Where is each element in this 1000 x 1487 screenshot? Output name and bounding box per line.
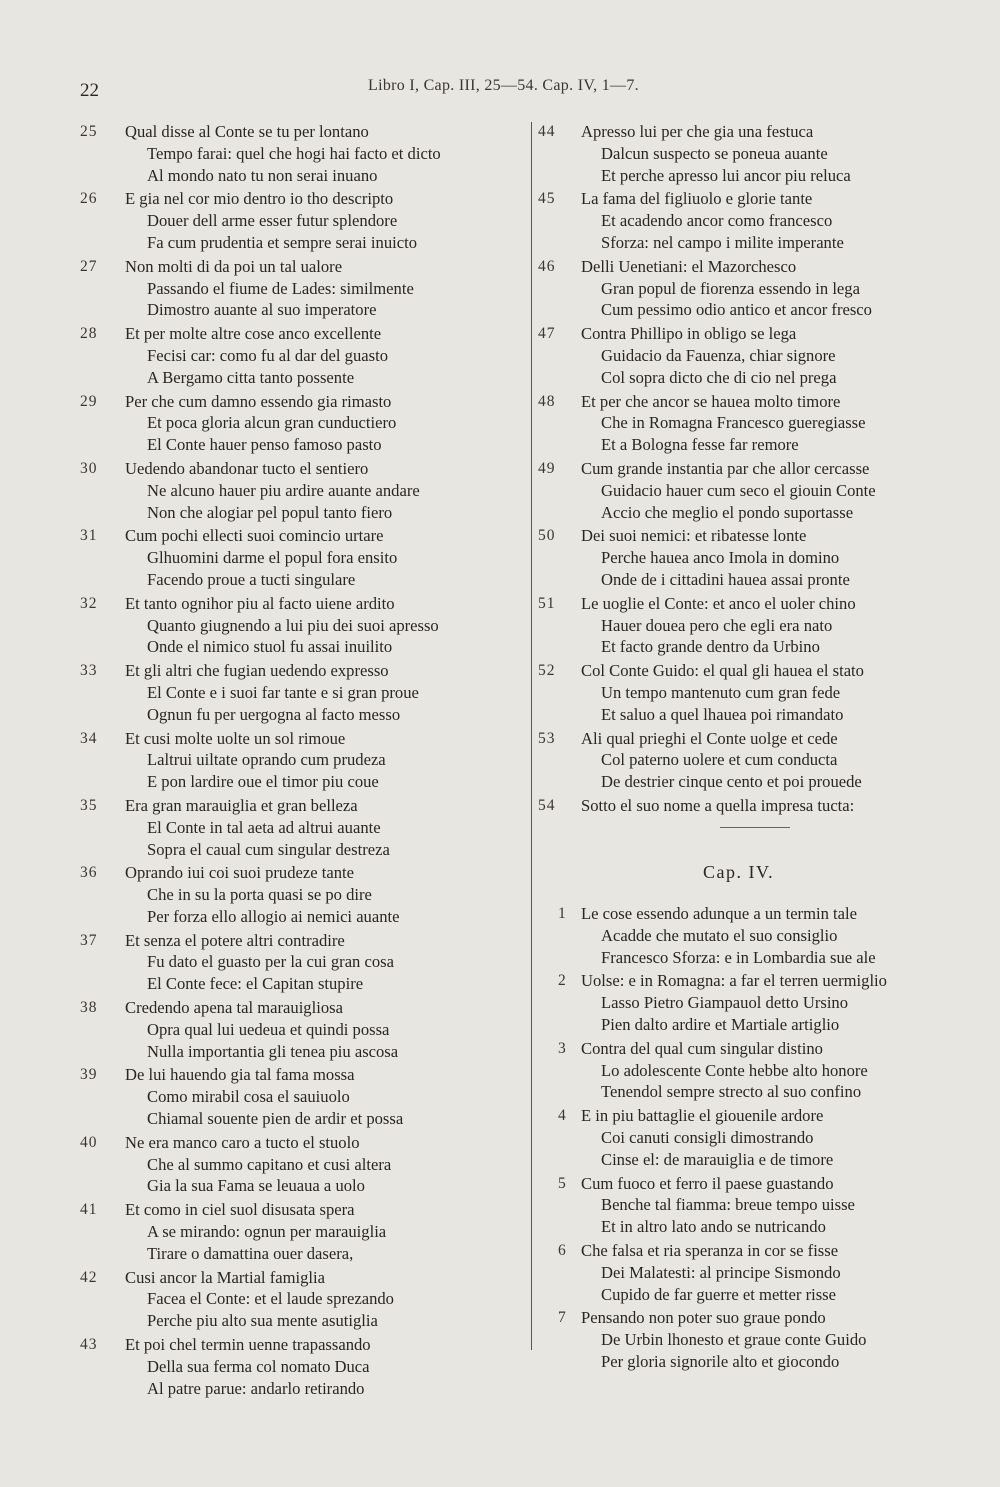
stanza-number: 46	[538, 257, 556, 275]
verse-line: De Urbin lhonesto et graue conte Guido	[601, 1330, 867, 1350]
verse-line: E gia nel cor mio dentro io tho descripto	[125, 189, 394, 209]
verse-line: Che in su la porta quasi se po dire	[147, 885, 372, 905]
stanza-number: 28	[80, 325, 98, 343]
stanza	[80, 660, 520, 725]
stanza-number: 3	[558, 1039, 567, 1057]
verse-line: Fa cum prudentia et sempre serai inuicto	[147, 232, 418, 252]
verse-line: Al mondo nato tu non serai inuano	[147, 165, 378, 185]
stanza-number: 30	[80, 459, 98, 477]
verse-line: Pensando non poter suo graue pondo	[581, 1308, 826, 1328]
verse-line: E pon lardire oue el timor piu coue	[147, 772, 379, 792]
stanza	[80, 323, 520, 388]
verse-line: El Conte hauer penso famoso pasto	[147, 435, 382, 455]
stanza-number: 5	[558, 1174, 567, 1192]
verse-line: Et per che ancor se hauea molto timore	[581, 391, 841, 411]
verse-line: Era gran marauiglia et gran belleza	[125, 795, 358, 815]
verse-line: Col paterno uolere et cum conducta	[601, 750, 838, 770]
verse-line: Facendo proue a tucti singulare	[147, 569, 356, 589]
stanza-number: 43	[80, 1336, 98, 1354]
verse-line: Gran popul de fiorenza essendo in lega	[601, 278, 860, 298]
verse-line: Che falsa et ria speranza in cor se fisse	[581, 1240, 839, 1260]
verse-line: Et poca gloria alcun gran cunductiero	[147, 413, 397, 433]
stanza	[80, 862, 520, 927]
verse-line: Opra qual lui uedeua et quindi possa	[147, 1019, 390, 1039]
stanza-number: 38	[80, 999, 98, 1017]
stanza	[80, 593, 520, 658]
stanza-number: 41	[80, 1201, 98, 1219]
stanza-number: 36	[80, 864, 98, 882]
stanza	[530, 1240, 970, 1305]
verse-line: El Conte fece: el Capitan stupire	[147, 974, 364, 994]
verse-line: Quanto giugnendo a lui piu dei suoi apresso	[147, 615, 439, 635]
verse-line: Accio che meglio el pondo suportasse	[601, 502, 854, 522]
stanza-number: 52	[538, 662, 556, 680]
verse-line: Per gloria signorile alto et giocondo	[601, 1351, 840, 1371]
stanza-number: 31	[80, 527, 98, 545]
stanza	[530, 593, 970, 658]
verse-line: La fama del figliuolo e glorie tante	[581, 189, 813, 209]
stanza	[530, 970, 970, 1035]
verse-line: Dimostro auante al suo imperatore	[147, 300, 377, 320]
verse-line: Et tanto ognihor piu al facto uiene ardito	[125, 593, 395, 613]
verse-line: Che in Romagna Francesco gueregiasse	[601, 413, 866, 433]
verse-line: Non molti di da poi un tal ualore	[125, 256, 343, 276]
verse-line: Perche piu alto sua mente asutiglia	[147, 1311, 378, 1331]
verse-line: Guidacio hauer cum seco el giouin Conte	[601, 480, 876, 500]
stanza-number: 33	[80, 662, 98, 680]
stanza-number: 7	[558, 1309, 567, 1327]
verse-line: Et a Bologna fesse far remore	[601, 435, 799, 455]
stanza-number: 47	[538, 325, 556, 343]
stanza-number: 1	[558, 905, 567, 922]
stanza-number: 29	[80, 392, 98, 410]
verse-line: Credendo apena tal marauigliosa	[125, 998, 343, 1018]
stanza	[530, 458, 970, 523]
left-column	[80, 121, 520, 1401]
stanza	[80, 930, 520, 995]
verse-line: Sforza: nel campo i milite imperante	[601, 232, 844, 252]
verse-line: Onde el nimico stuol fu assai inuilito	[147, 637, 393, 657]
stanza	[80, 121, 520, 186]
stanza	[530, 391, 970, 456]
stanza	[530, 795, 970, 817]
stanza	[530, 323, 970, 388]
stanza-number: 4	[558, 1107, 567, 1125]
verse-line: Nulla importantia gli tenea piu ascosa	[147, 1041, 399, 1061]
verse-line: Contra Phillipo in obligo se lega	[581, 324, 797, 344]
verse-line: Le cose essendo adunque a un termin tale	[581, 904, 858, 923]
verse-line: El Conte in tal aeta ad altrui auante	[147, 817, 381, 837]
verse-line: Glhuomini darme el popul fora ensito	[147, 548, 398, 568]
stanza-number: 50	[538, 527, 556, 545]
stanza	[80, 1267, 520, 1332]
verse-line: Uolse: e in Romagna: a far el terren uermiglio	[581, 971, 887, 991]
stanza-number: 35	[80, 796, 98, 814]
stanza	[530, 1307, 970, 1372]
chapter-divider	[720, 827, 790, 828]
verse-line: Un tempo mantenuto cum gran fede	[601, 682, 841, 702]
verse-line: Cum fuoco et ferro il paese guastando	[581, 1173, 834, 1193]
stanza-number: 6	[558, 1241, 567, 1259]
stanza	[80, 1132, 520, 1197]
verse-line: Col Conte Guido: el qual gli hauea el stato	[581, 661, 864, 681]
stanza-number: 42	[80, 1268, 98, 1286]
verse-line: Tenendol sempre strecto al suo confino	[601, 1082, 862, 1102]
verse-line: Ne alcuno hauer piu ardire auante andare	[147, 480, 420, 500]
stanza	[80, 1334, 520, 1399]
verse-line: Et senza el potere altri contradire	[125, 930, 345, 950]
stanza	[530, 1038, 970, 1103]
verse-line: Tempo farai: quel che hogi hai facto et dicto	[147, 143, 441, 163]
verse-line: A se mirando: ognun per marauiglia	[147, 1222, 387, 1242]
stanza-number: 45	[538, 190, 556, 208]
verse-line: De lui hauendo gia tal fama mossa	[125, 1065, 355, 1085]
verse-line: E in piu battaglie el giouenile ardore	[581, 1106, 824, 1126]
verse-line: Et facto grande dentro da Urbino	[601, 637, 820, 657]
stanza	[80, 795, 520, 860]
stanza-number: 49	[538, 459, 556, 477]
stanza	[530, 660, 970, 725]
running-head: Libro I, Cap. III, 25—54. Cap. IV, 1—7.	[368, 77, 639, 94]
verse-line: Passando el fiume de Lades: similmente	[147, 278, 414, 298]
verse-line: Benche tal fiamma: breue tempo uisse	[601, 1195, 855, 1215]
verse-line: Apresso lui per che gia una festuca	[581, 122, 814, 141]
stanza	[530, 1173, 970, 1238]
verse-line: Et in altro lato ando se nutricando	[601, 1217, 826, 1237]
stanza-number: 37	[80, 931, 98, 949]
verse-line: Sotto el suo nome a quella impresa tucta:	[581, 795, 855, 815]
verse-line: Cusi ancor la Martial famiglia	[125, 1267, 325, 1287]
verse-line: Et saluo a quel lhauea poi rimandato	[601, 704, 844, 724]
verse-line: Sopra el caual cum singular destreza	[147, 839, 390, 859]
verse-line: Et como in ciel suol disusata spera	[125, 1200, 355, 1220]
verse-line: Che al summo capitano et cusi altera	[147, 1154, 392, 1174]
stanza-number: 26	[80, 190, 98, 208]
verse-line: Cupido de far guerre et metter risse	[601, 1284, 836, 1304]
verse-line: Della sua ferma col nomato Duca	[147, 1356, 370, 1376]
verse-line: Et perche apresso lui ancor piu reluca	[601, 165, 851, 185]
verse-line: Douer dell arme esser futur splendore	[147, 211, 398, 231]
stanza	[530, 1105, 970, 1170]
stanza-number: 39	[80, 1066, 98, 1084]
verse-line: Onde de i cittadini hauea assai pronte	[601, 569, 850, 589]
verse-line: Fecisi car: como fu al dar del guasto	[147, 345, 388, 365]
verse-line: Col sopra dicto che di cio nel prega	[601, 367, 837, 387]
stanza	[80, 1199, 520, 1264]
verse-line: Dalcun suspecto se poneua auante	[601, 143, 828, 163]
verse-line: Como mirabil cosa el sauiuolo	[147, 1087, 350, 1107]
stanza	[80, 525, 520, 590]
verse-line: Et per molte altre cose anco excellente	[125, 324, 382, 344]
verse-line: Cum pessimo odio antico et ancor fresco	[601, 300, 872, 320]
verse-line: El Conte e i suoi far tante e si gran proue	[147, 682, 419, 702]
stanza	[80, 997, 520, 1062]
verse-line: Ne era manco caro a tucto el stuolo	[125, 1132, 360, 1152]
verse-line: Delli Uenetiani: el Mazorchesco	[581, 256, 797, 276]
verse-line: Per che cum damno essendo gia rimasto	[125, 391, 392, 411]
verse-line: Acadde che mutato el suo consiglio	[601, 925, 838, 945]
verse-line: Et acadendo ancor como francesco	[601, 211, 833, 231]
stanza	[530, 903, 970, 968]
stanza-number: 51	[538, 594, 556, 612]
verse-line: Ali qual prieghi el Conte uolge et cede	[581, 728, 838, 748]
verse-line: Non che alogiar pel popul tanto fiero	[147, 502, 393, 522]
verse-line: Facea el Conte: et el laude sprezando	[147, 1289, 394, 1309]
verse-line: Oprando iui coi suoi prudeze tante	[125, 863, 355, 883]
verse-line: Fu dato el guasto per la cui gran cosa	[147, 952, 394, 972]
stanza	[80, 188, 520, 253]
stanza-number: 32	[80, 594, 98, 612]
chapter-column	[530, 903, 970, 1375]
verse-line: Lo adolescente Conte hebbe alto honore	[601, 1060, 868, 1080]
verse-line: Laltrui uiltate oprando cum prudeza	[147, 750, 386, 770]
verse-line: Chiamal souente pien de ardir et possa	[147, 1109, 404, 1129]
verse-line: Lasso Pietro Giampauol detto Ursino	[601, 993, 849, 1013]
verse-line: Pien dalto ardire et Martiale artiglio	[601, 1014, 840, 1034]
verse-line: Gia la sua Fama se leuaua a uolo	[147, 1176, 365, 1196]
stanza	[80, 1064, 520, 1129]
stanza-number: 54	[538, 796, 556, 814]
stanza	[530, 256, 970, 321]
verse-line: Hauer douea pero che egli era nato	[601, 615, 833, 635]
verse-line: Le uoglie el Conte: et anco el uoler chino	[581, 593, 856, 613]
stanza-number: 25	[80, 123, 98, 140]
verse-line: Cum pochi ellecti suoi comincio urtare	[125, 526, 384, 546]
verse-line: Per forza ello allogio ai nemici auante	[147, 906, 400, 926]
verse-line: Guidacio da Fauenza, chiar signore	[601, 345, 836, 365]
verse-line: Dei suoi nemici: et ribatesse lonte	[581, 526, 807, 546]
verse-line: Et gli altri che fugian uedendo expresso	[125, 661, 389, 681]
verse-line: Dei Malatesti: al principe Sismondo	[601, 1262, 841, 1282]
verse-line: Qual disse al Conte se tu per lontano	[125, 122, 369, 141]
stanza	[80, 458, 520, 523]
chapter-heading: Cap. IV.	[703, 862, 775, 882]
verse-line: Tirare o damattina ouer dasera,	[147, 1243, 354, 1263]
verse-line: Perche hauea anco Imola in domino	[601, 548, 840, 568]
stanza	[80, 391, 520, 456]
stanza-number: 53	[538, 729, 556, 747]
verse-line: Ognun fu per uergogna al facto messo	[147, 704, 401, 724]
verse-line: Cinse el: de marauiglia e de timore	[601, 1149, 834, 1169]
stanza	[530, 121, 970, 186]
stanza	[530, 188, 970, 253]
page-number: 22	[80, 80, 99, 101]
stanza-number: 34	[80, 729, 98, 747]
verse-line: Et cusi molte uolte un sol rimoue	[125, 728, 346, 748]
verse-line: A Bergamo citta tanto possente	[147, 367, 355, 387]
verse-line: Al patre parue: andarlo retirando	[147, 1378, 365, 1398]
stanza-number: 44	[538, 123, 556, 140]
stanza	[80, 256, 520, 321]
verse-line: Contra del qual cum singular distino	[581, 1038, 823, 1058]
right-column	[530, 121, 970, 819]
stanza-number: 2	[558, 972, 567, 990]
stanza-number: 27	[80, 257, 98, 275]
verse-line: Francesco Sforza: e in Lombardia sue ale	[601, 947, 876, 967]
stanza	[80, 728, 520, 793]
verse-line: Et poi chel termin uenne trapassando	[125, 1335, 371, 1355]
verse-line: De destrier cinque cento et poi prouede	[601, 772, 862, 792]
verse-line: Coi canuti consigli dimostrando	[601, 1127, 814, 1147]
stanza-number: 40	[80, 1133, 98, 1151]
verse-line: Cum grande instantia par che allor cercasse	[581, 458, 870, 478]
stanza	[530, 525, 970, 590]
verse-line: Uedendo abandonar tucto el sentiero	[125, 458, 369, 478]
stanza	[530, 728, 970, 793]
stanza-number: 48	[538, 392, 556, 410]
